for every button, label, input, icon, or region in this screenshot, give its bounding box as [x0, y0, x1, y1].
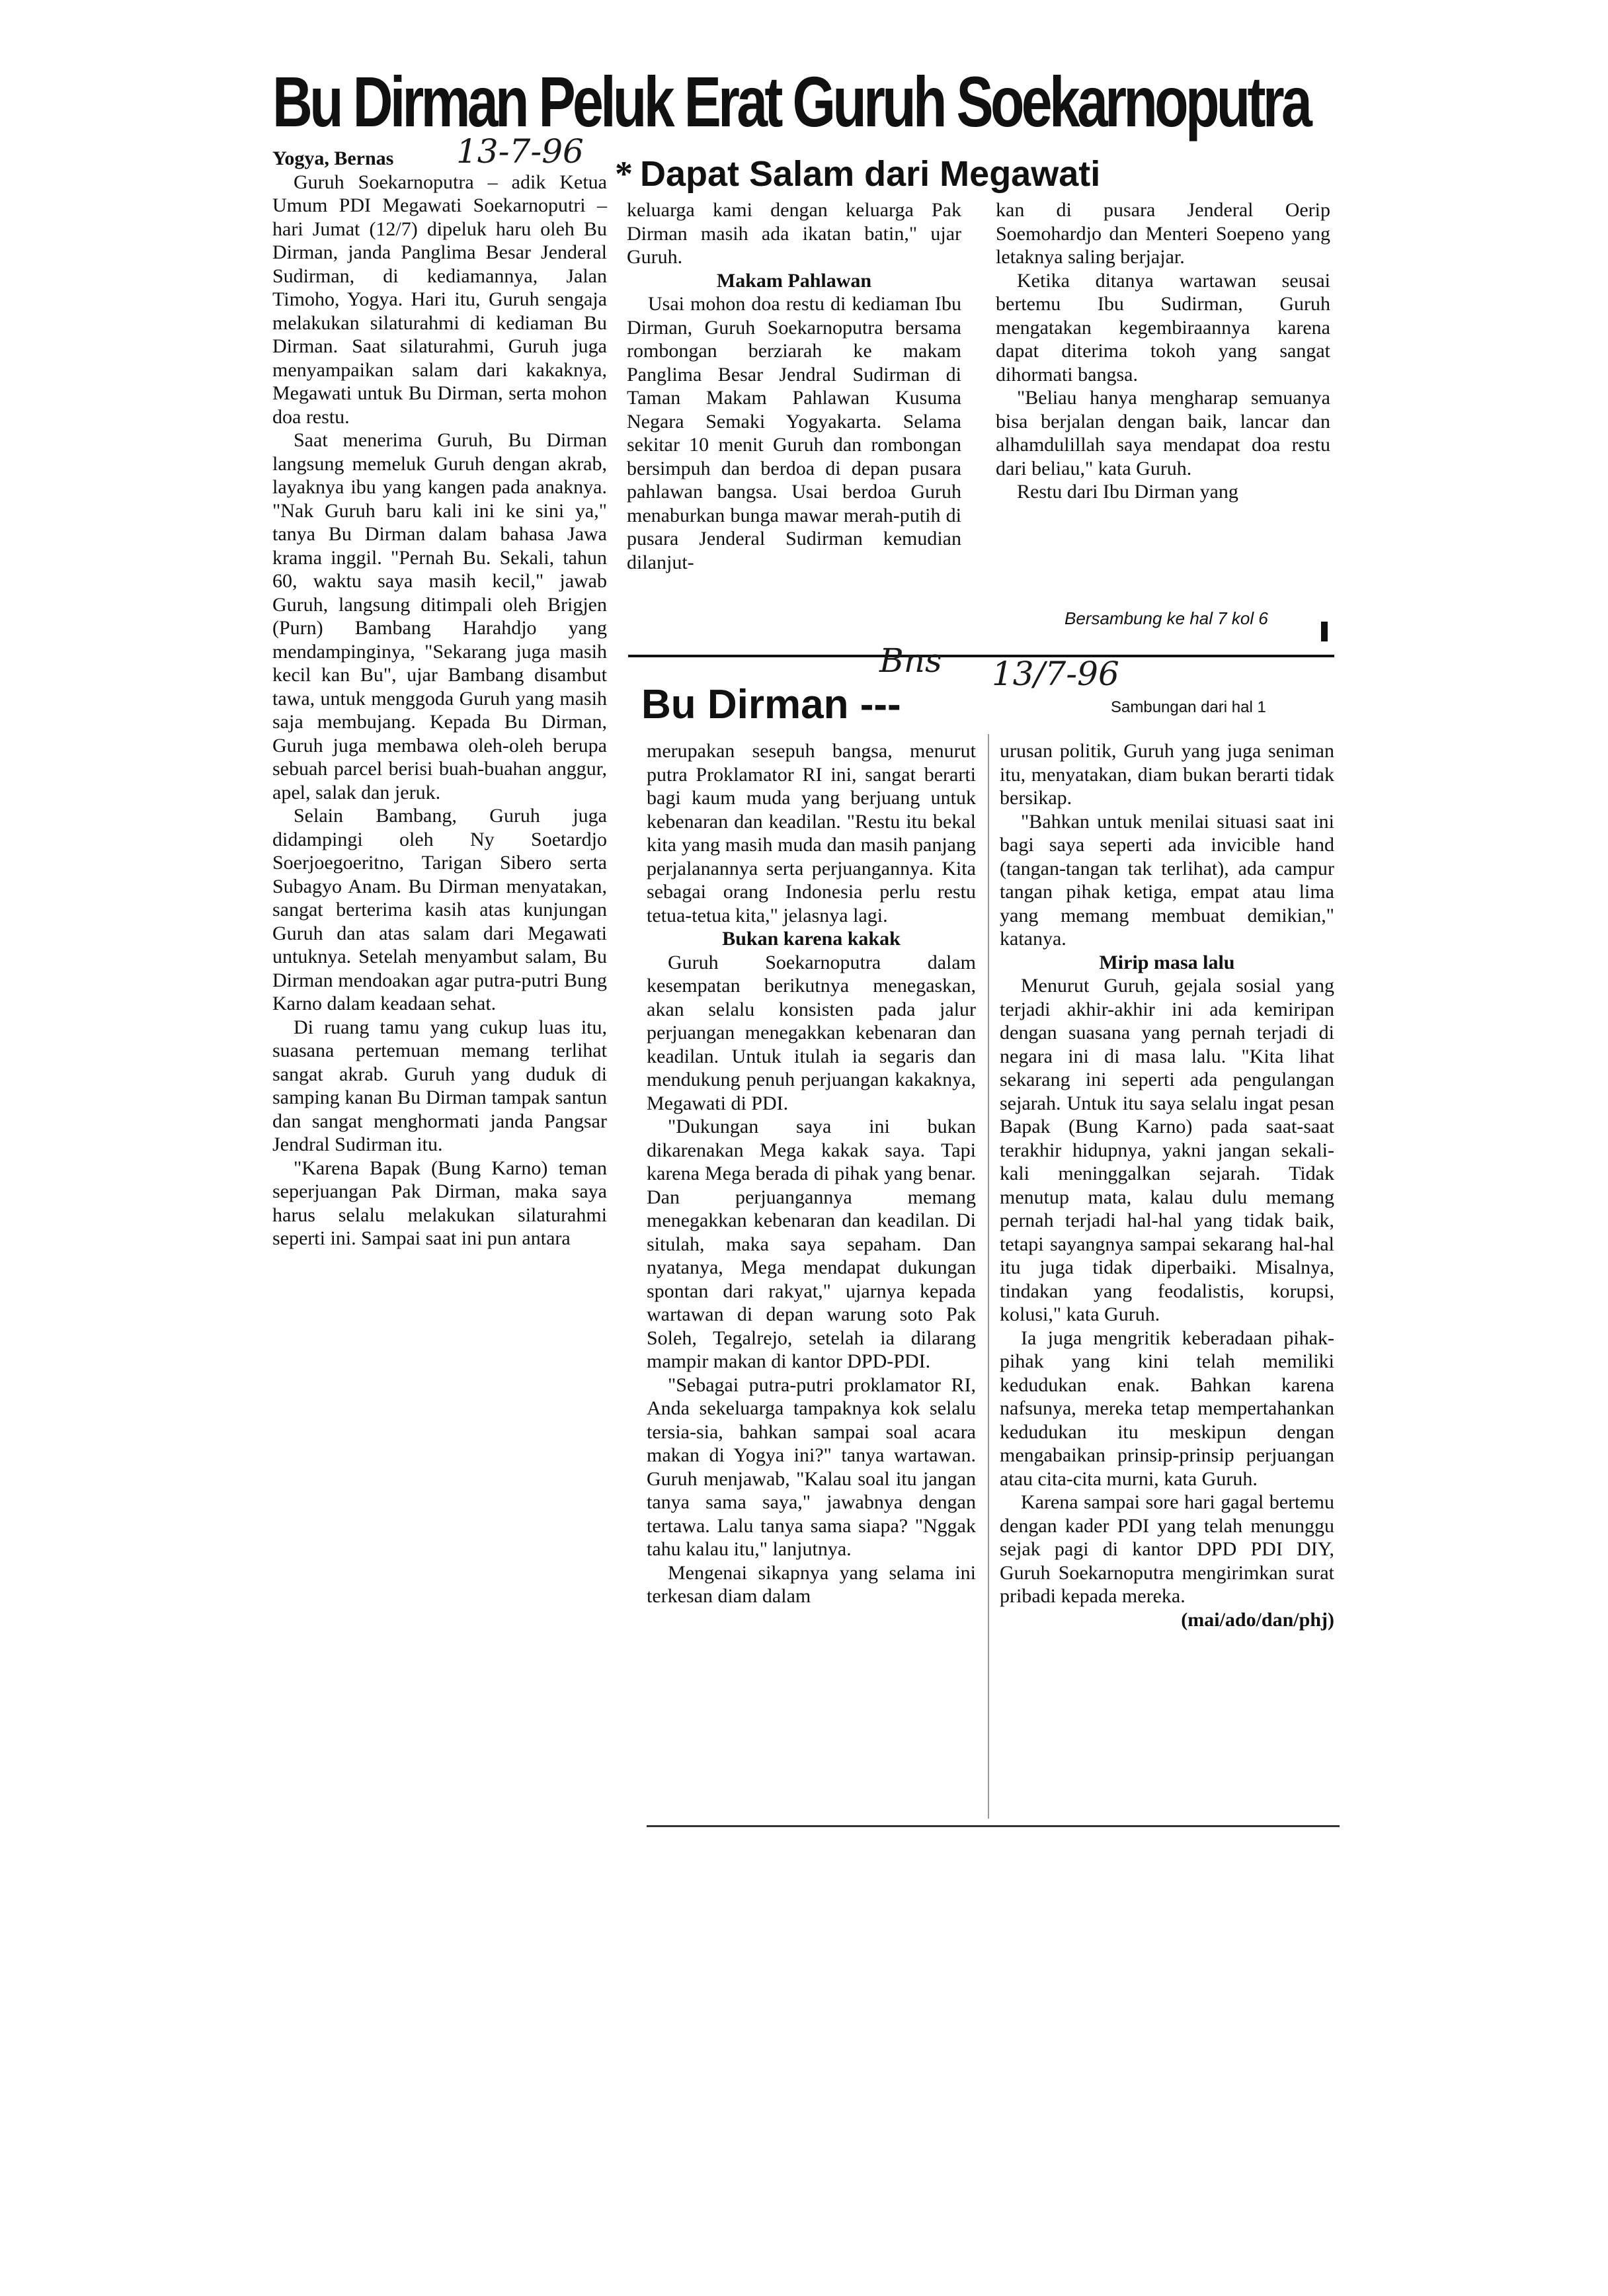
column-section2-b: [1000, 739, 1334, 1631]
paragraph: "Sebagai putra-putri proklamator RI, Anda sekeluarga tampaknya kok selalu tersia-sia, bahkan sampai soal acara makan di Yogya ini?" tanya wartawan. Guruh menjawab, "Kalau soal itu jangan tanya sama saya," jawabnya dengan tertawa. Lalu tanya sama siapa? "Nggak tahu kalau itu," lanjutnya.: [647, 1374, 976, 1560]
section-title: Bu Dirman ---: [641, 682, 901, 727]
subheading-mirip-masa-lalu: Mirip masa lalu: [1099, 951, 1235, 973]
column-3: [996, 198, 1330, 504]
handwritten-date-bottom: 13/7-96: [992, 655, 1119, 693]
paragraph: Ketika ditanya wartawan seusai bertemu Ibu Sudirman, Guruh mengatakan kegembiraannya karena dapat diterima tokoh yang sangat dihormati bangsa.: [996, 269, 1330, 386]
paragraph: Di ruang tamu yang cukup luas itu, suasana pertemuan memang terlihat sangat akrab. Guruh yang duduk di samping kanan Bu Dirman tampak santun dan sangat menghormati janda Pangsar Jendral Sudirman itu.: [272, 1016, 607, 1155]
continued-note: Bersambung ke hal 7 kol 6: [1065, 608, 1268, 628]
section-subtitle: Sambungan dari hal 1: [1111, 698, 1266, 716]
paragraph: Saat menerima Guruh, Bu Dirman langsung memeluk Guruh dengan akrab, layaknya ibu yang kangen pada anaknya. "Nak Guruh baru kali ini ke sini ya," tanya Bu Dirman dalam bahasa Jawa krama inggil. "Pernah Bu. Sekali, tahun 60, waktu saya masih kecil," jawab Guruh, langsung ditimpali oleh Brigjen (Purn) Bambang Harahdjo yang mendampinginya, "Sekarang juga masih kecil kan Bu", ujar Bambang disambut tawa, untuk menggoda Guruh yang masih saja membujang. Kepada Bu Dirman, Guruh juga membawa oleh-oleh berupa sebuah parcel berisi buah-buahan anggur, apel, salak dan jeruk.: [272, 429, 607, 803]
paragraph: urusan politik, Guruh yang juga seniman itu, menyatakan, diam bukan berarti tidak bersikap.: [1000, 740, 1334, 809]
column-1: [272, 147, 607, 1250]
end-mark: [1321, 622, 1328, 641]
paragraph: "Beliau hanya mengharap semuanya bisa berjalan dengan baik, lancar dan alhamdulillah saya mendapat doa restu dari beliau," kata Guruh.: [996, 387, 1330, 479]
paragraph: Mengenai sikapnya yang selama ini terkesan diam dalam: [647, 1561, 976, 1607]
star-mark: *: [615, 154, 633, 194]
handwritten-date-top: 13-7-96: [456, 132, 584, 171]
author-credit: (mai/ado/dan/phj): [1181, 1608, 1334, 1631]
paragraph: "Karena Bapak (Bung Karno) teman seperjuangan Pak Dirman, maka saya harus selalu melakukan silaturahmi seperti ini. Sampai saat ini pun antara: [272, 1157, 607, 1249]
byline: Yogya, Bernas: [272, 147, 394, 169]
paragraph: Usai mohon doa restu di kediaman Ibu Dirman, Guruh Soekarnoputra bersama rombongan berziarah ke makam Panglima Besar Jendral Sudirman di Taman Makam Pahlawan Kusuma Negara Semaki Yogyakarta. Selama sekitar 10 menit Guruh dan rombongan bersimpuh dan berdoa di depan pusara pahlawan bangsa. Usai berdoa Guruh menaburkan bunga mawar merah-putih di pusara Jenderal Sudirman kemudian dilanjut-: [627, 293, 961, 573]
paragraph: keluarga kami dengan keluarga Pak Dirman masih ada ikatan batin," ujar Guruh.: [627, 199, 961, 268]
paragraph: Guruh Soekarnoputra – adik Ketua Umum PDI Megawati Soekarnoputri – hari Jumat (12/7) dipeluk haru oleh Bu Dirman, janda Panglima Besar Jenderal Sudirman, di kediamannya, Jalan Timoho, Yogya. Hari itu, Guruh sengaja melakukan silaturahmi di kediaman Bu Dirman. Saat silaturahmi, Guruh juga menyampaikan salam dari kakaknya, Megawati untuk Bu Dirman, serta mohon doa restu.: [272, 171, 607, 428]
paragraph: "Bahkan untuk menilai situasi saat ini bagi saya seperti ada invicible hand (tangan-tangan tak terlihat), ada campur tangan pihak ketiga, empat atau lima yang memang membuat demikian," katanya.: [1000, 810, 1334, 950]
section-divider: [628, 655, 1334, 657]
subheadline: Dapat Salam dari Megawati: [640, 154, 1101, 194]
paragraph: Restu dari Ibu Dirman yang: [1017, 481, 1238, 503]
paragraph: Ia juga mengritik keberadaan pihak-pihak yang kini telah memiliki kedudukan enak. Bahkan karena nafsunya, mereka tetap mempertahankan kedudukan itu meskipun dengan mengabaikan prinsip-prinsip perjuangan atau cita-cita murni, kata Guruh.: [1000, 1327, 1334, 1490]
paragraph: Menurut Guruh, gejala sosial yang terjadi akhir-akhir ini ada kemiripan dengan suasana yang pernah terjadi di negara ini di masa lalu. "Kita lihat sekarang ini seperti ada pengulangan sejarah. Untuk itu saya selalu ingat pesan Bapak (Bung Karno) pada saat-saat terakhir hidupnya, yakni jangan sekali-kali meninggalkan sejarah. Tidak menutup mata, kalau dulu memang pernah terjadi hal-hal yang tidak baik, tetapi sayangnya sampai sekarang hal-hal itu juga tidak diperbaiki. Misalnya, tindakan yang feodalistis, korupsi, kolusi," kata Guruh.: [1000, 975, 1334, 1325]
paragraph: merupakan sesepuh bangsa, menurut putra Proklamator RI ini, sangat berarti bagi kaum muda yang berjuang untuk kebenaran dan keadilan. "Restu itu bekal kita yang masih muda dan masih panjang perjalanannya serta perjuangannya. Kita sebagai orang Indonesia perlu restu tetua-tetua kita," jelasnya lagi.: [647, 740, 976, 926]
paragraph: "Dukungan saya ini bukan dikarenakan Mega kakak saya. Tapi karena Mega berada di pihak yang benar. Dan perjuangannya memang menegakkan kebenaran dan keadilan. Di situlah, maka saya sepaham. Dan nyatanya, Mega mendapat dukungan spontan dari rakyat," ujarnya kepada wartawan di depan warung soto Pak Soleh, Tegalrejo, setelah ia dilarang mampir makan di kantor DPD-PDI.: [647, 1116, 976, 1372]
column-2: [627, 198, 961, 574]
bottom-rule: [647, 1825, 1340, 1827]
column-section2-a: [647, 739, 976, 1608]
column-rule: [988, 734, 989, 1819]
subheading-bukan-karena-kakak: Bukan karena kakak: [722, 928, 901, 950]
paragraph: kan di pusara Jenderal Oerip Soemohardjo dan Menteri Soepeno yang letaknya saling berjajar.: [996, 199, 1330, 268]
headline: Bu Dirman Peluk Erat Guruh Soekarnoputra: [272, 62, 1310, 142]
paragraph: Karena sampai sore hari gagal bertemu dengan kader PDI yang telah menunggu sejak pagi di kantor DPD PDI DIY, Guruh Soekarnoputra mengirimkan surat pribadi kepada mereka.: [1000, 1491, 1334, 1607]
subheading-makam-pahlawan: Makam Pahlawan: [716, 269, 872, 292]
paragraph: Selain Bambang, Guruh juga didampingi oleh Ny Soetardjo Soerjoegoeritno, Tarigan Sibero serta Subagyo Anam. Bu Dirman menyatakan, sangat berterima kasih atas kunjungan Guruh dan atas salam dari Megawati untuknya. Setelah menyambut salam, Bu Dirman mendoakan agar putra-putri Bung Karno dalam keadaan sehat.: [272, 805, 607, 1014]
handwritten-source: Bns: [879, 641, 942, 680]
paragraph: Guruh Soekarnoputra dalam kesempatan berikutnya menegaskan, akan selalu konsisten pada jalur perjuangan menegakkan kebenaran dan keadilan. Untuk itulah ia segaris dan mendukung penuh perjuangan kakaknya, Megawati di PDI.: [647, 951, 976, 1114]
